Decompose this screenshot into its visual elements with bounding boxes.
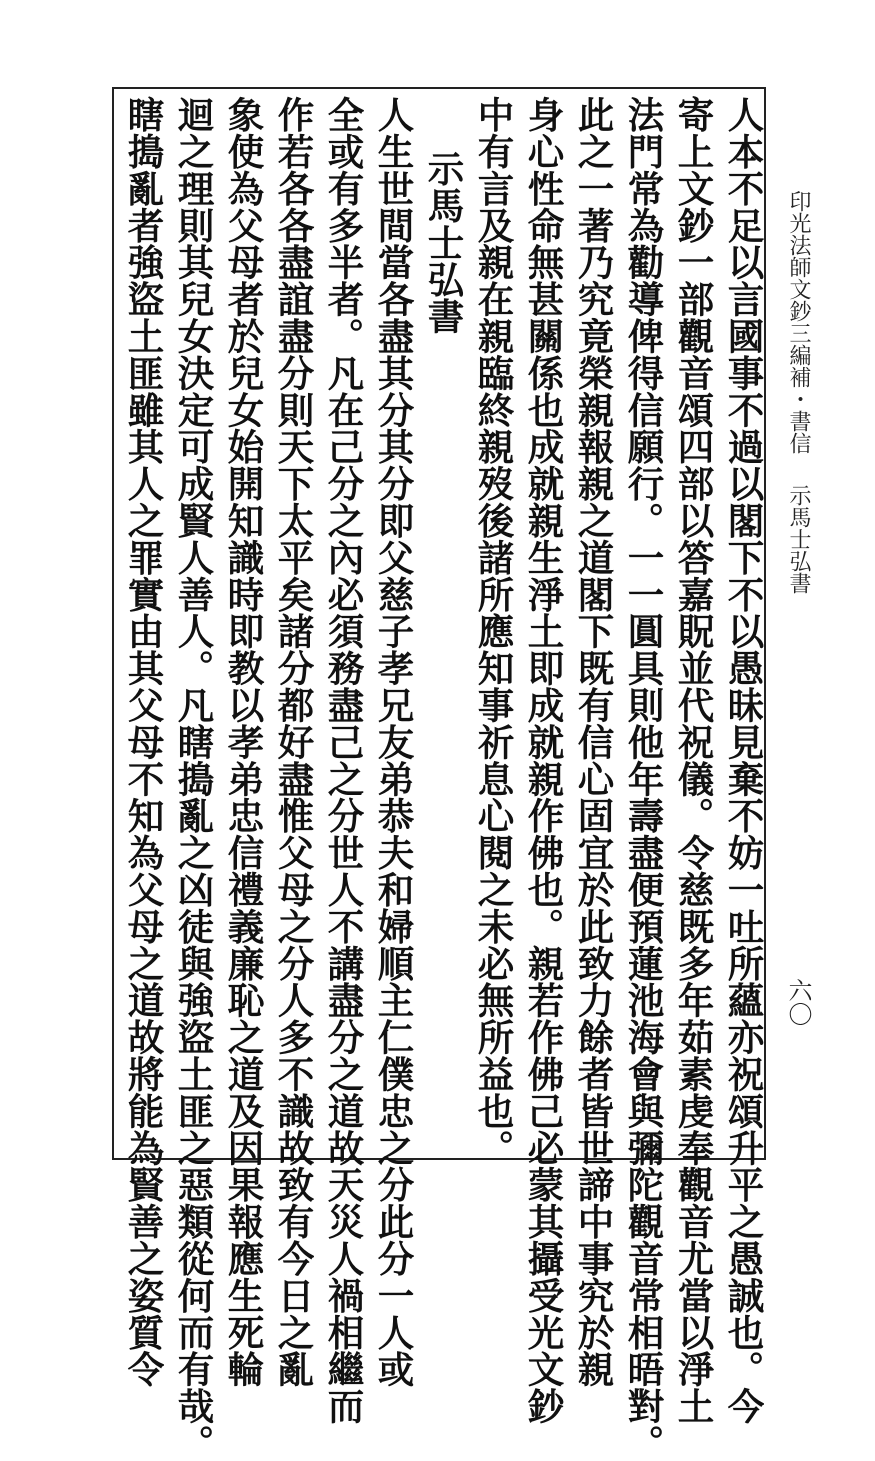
text-column-1: 人本不足以言國事不過以閣下不以愚昧見棄不妨一吐所蘊亦祝頌升平之愚誠也。今 (722, 96, 765, 1425)
text-column-13: 瞎搗亂者強盜土匪雖其人之罪實由其父母不知為父母之道故將能為賢善之姿質令 (122, 96, 165, 1388)
running-header (778, 190, 818, 1010)
page-number: 六〇 (784, 978, 812, 1026)
text-column-4: 此之一著乃究竟榮親報親之道閣下既有信心固宜於此致力餘者皆世諦中事究於親 (572, 96, 615, 1388)
text-column-8: 人生世間當各盡其分其分即父慈子孝兄友弟恭夫和婦順主仁僕忠之分此分一人或 (372, 96, 415, 1388)
text-column-6: 中有言及親在親臨終親歿後諸所應知事祈息心閱之未必無所益也。 (472, 96, 515, 1167)
text-column-12: 迴之理則其兒女決定可成賢人善人。凡瞎搗亂之凶徒與強盜土匪之惡類從何而有哉。 (172, 96, 215, 1461)
letter-title-header: 示馬士弘書 (786, 484, 811, 594)
book-title: 印光法師文鈔三編補・書信 (786, 190, 811, 454)
text-column-10: 作若各各盡誼盡分則天下太平矣諸分都好盡惟父母之分人多不識故致有今日之亂 (272, 96, 315, 1388)
text-column-5: 身心性命無甚關係也成就親生淨土即成就親作佛也。親若作佛己必蒙其攝受光文鈔 (522, 96, 565, 1425)
section-title: 示馬士弘書 (422, 150, 465, 335)
text-column-9: 全或有多半者。凡在己分之內必須務盡己之分世人不講盡分之道故天災人禍相繼而 (322, 96, 365, 1425)
text-column-3: 法門常為勸導俾得信願行。一一圓具則他年壽盡便預蓮池海會與彌陀觀音常相晤對。 (622, 96, 665, 1461)
text-column-11: 象使為父母者於兒女始開知識時即教以孝弟忠信禮義廉恥之道及因果報應生死輪 (222, 96, 265, 1388)
text-column-2: 寄上文鈔一部觀音頌四部以答嘉貺並代祝儀。令慈既多年茹素虔奉觀音尤當以淨土 (672, 96, 715, 1425)
